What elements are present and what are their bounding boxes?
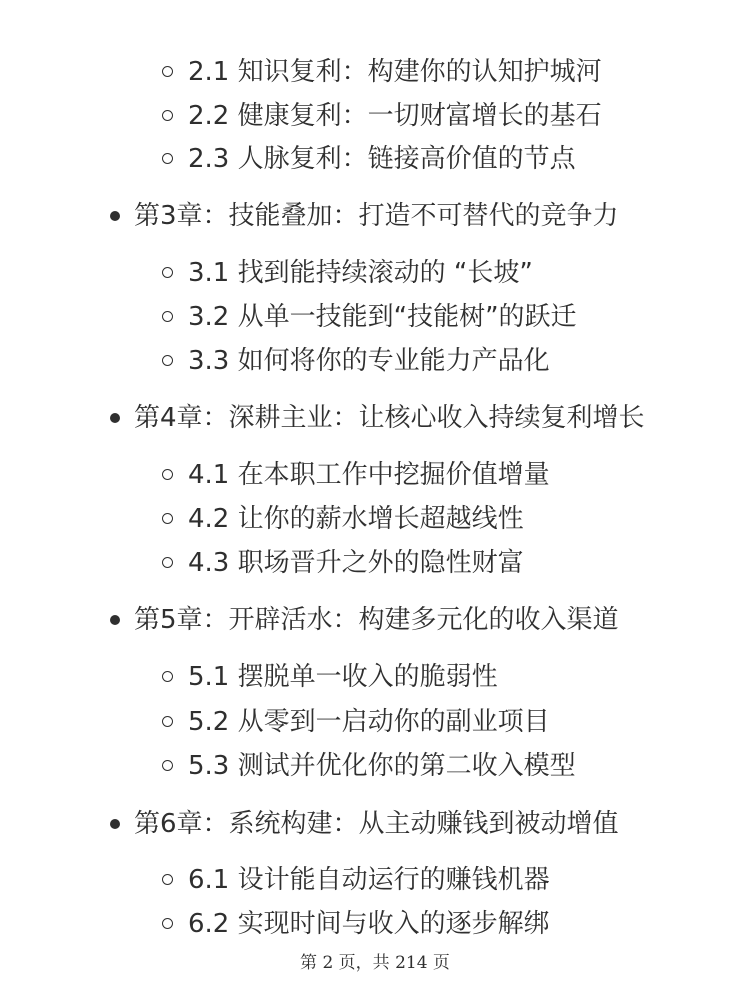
filled-bullet-icon (110, 615, 120, 625)
toc-section-label: 4.2 让你的薪水增长超越线性 (188, 504, 524, 534)
hollow-bullet-icon (162, 716, 173, 727)
hollow-bullet-icon (162, 557, 173, 568)
hollow-bullet-icon (162, 513, 173, 524)
toc-chapter-label: 第4章：深耕主业：让核心收入持续复利增长 (134, 403, 645, 433)
hollow-bullet-icon (162, 918, 173, 929)
page-number: 第 2 页，共 214 页 (300, 953, 450, 973)
toc-chapter-label: 第3章：技能叠加：打造不可替代的竞争力 (134, 201, 619, 231)
hollow-bullet-icon (162, 874, 173, 885)
toc-section-label: 5.2 从零到一启动你的副业项目 (188, 707, 550, 737)
hollow-bullet-icon (162, 469, 173, 480)
toc-section-label: 3.1 找到能持续滚动的 “长坡” (188, 258, 533, 288)
hollow-bullet-icon (162, 355, 173, 366)
hollow-bullet-icon (162, 267, 173, 278)
toc-section-label: 3.3 如何将你的专业能力产品化 (188, 346, 550, 376)
toc-section-label: 5.1 摆脱单一收入的脆弱性 (188, 662, 498, 692)
toc-chapter-label: 第5章：开辟活水：构建多元化的收入渠道 (134, 605, 619, 635)
toc-section-label: 6.2 实现时间与收入的逐步解绑 (188, 909, 550, 939)
hollow-bullet-icon (162, 311, 173, 322)
toc-section-label: 4.1 在本职工作中挖掘价值增量 (188, 460, 550, 490)
toc-section-label: 2.3 人脉复利：链接高价值的节点 (188, 144, 576, 174)
filled-bullet-icon (110, 211, 120, 221)
hollow-bullet-icon (162, 671, 173, 682)
hollow-bullet-icon (162, 110, 173, 121)
filled-bullet-icon (110, 819, 120, 829)
toc-chapter-label: 第6章：系统构建：从主动赚钱到被动增值 (134, 809, 619, 839)
toc-section-label: 3.2 从单一技能到“技能树”的跃迁 (188, 302, 577, 332)
toc-section-label: 2.2 健康复利：一切财富增长的基石 (188, 101, 602, 131)
toc-section-label: 4.3 职场晋升之外的隐性财富 (188, 548, 524, 578)
hollow-bullet-icon (162, 760, 173, 771)
hollow-bullet-icon (162, 153, 173, 164)
toc-section-label: 5.3 测试并优化你的第二收入模型 (188, 751, 576, 781)
toc-section-label: 2.1 知识复利：构建你的认知护城河 (188, 57, 602, 87)
filled-bullet-icon (110, 413, 120, 423)
hollow-bullet-icon (162, 66, 173, 77)
toc-section-label: 6.1 设计能自动运行的赚钱机器 (188, 865, 550, 895)
